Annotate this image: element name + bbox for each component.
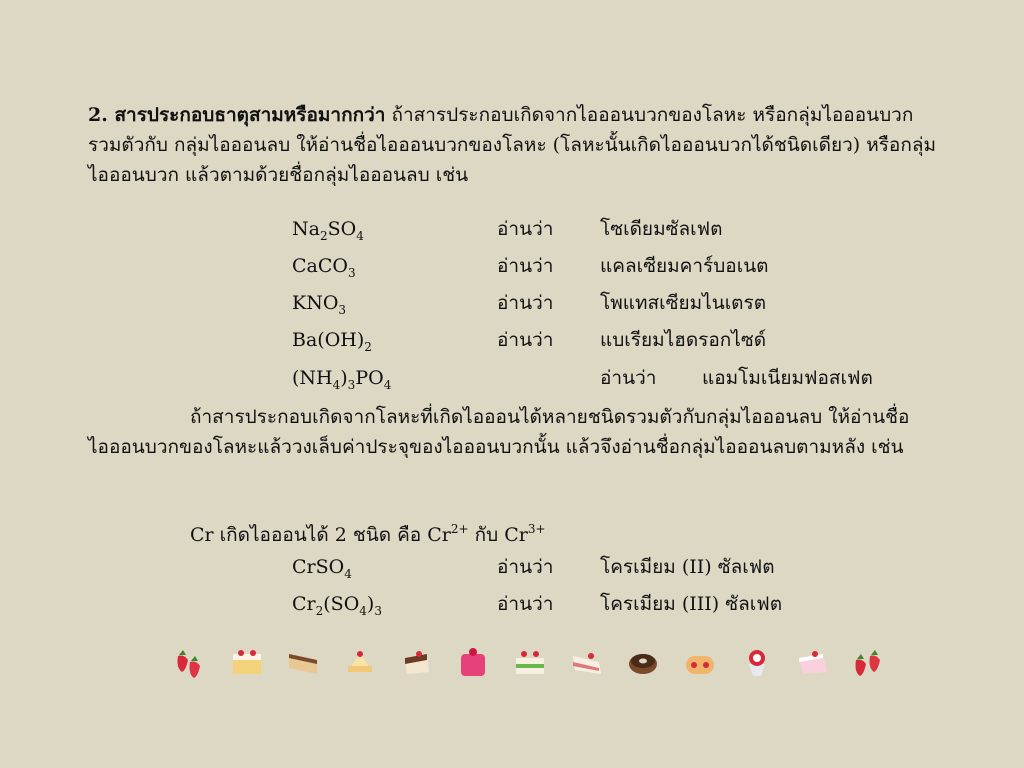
cr-charge-1: 2+	[450, 522, 469, 536]
reads-label: อ่านว่า	[497, 556, 554, 578]
formula: $Ba(OH)_2$	[292, 329, 372, 354]
cake-slice-icon	[397, 642, 437, 682]
formula: $Na_2SO_4$	[292, 218, 364, 243]
reads-label: อ่านว่า	[497, 255, 554, 277]
roll-cake-icon	[680, 642, 720, 682]
compound-name: โซเดียมซัลเฟต	[600, 218, 723, 240]
sundae-icon	[737, 642, 777, 682]
intro-text: ถ้าสารประกอบเกิดจากไอออนบวกของโลหะ หรือกลุ่มไอออนบวกรวมตัวกับ กลุ่มไอออนลบ ให้อ่านชื่อไอออนบวกของโลหะ (โลหะนั้นเกิดไอออนบวกได้ชนิดเดียว) หรือกลุ่มไอออนบวก แล้วตามด้วยชื่อกลุ่มไอออนลบ เช่น	[88, 104, 937, 186]
cake-slice-icon	[283, 642, 323, 682]
formula: CrSO$_4$	[292, 556, 352, 581]
compound-name: โพแทสเซียมไนเตรต	[600, 292, 767, 314]
cake-slice-icon	[340, 642, 380, 682]
strawberries-icon	[850, 642, 890, 682]
cake-slice-icon	[227, 642, 267, 682]
petit-four-icon	[453, 642, 493, 682]
cake-slice-icon	[567, 642, 607, 682]
reads-label: อ่านว่า	[497, 329, 554, 351]
section-heading: 2. สารประกอบธาตุสามหรือมากกว่า	[88, 104, 386, 126]
formula: $Cr_2(SO_4)_3$	[292, 593, 382, 618]
formula: $(NH_4)_3PO_4$	[292, 367, 392, 392]
reads-label: อ่านว่า	[497, 593, 554, 615]
cr-text-b: กับ Cr	[468, 524, 528, 546]
reads-label: อ่านว่า	[497, 292, 554, 314]
strawberries-icon	[170, 642, 210, 682]
intro-paragraph	[88, 100, 938, 190]
compound-name: แคลเซียมคาร์บอเนต	[600, 255, 769, 277]
dessert-decoration-row	[170, 642, 890, 682]
cr-text-a: Cr เกิดไอออนได้ 2 ชนิด คือ Cr	[190, 524, 451, 546]
cake-slice-icon	[510, 642, 550, 682]
rule-paragraph: ถ้าสารประกอบเกิดจากโลหะที่เกิดไอออนได้หลายชนิดรวมตัวกับกลุ่มไอออนลบ ให้อ่านชื่อไอออนบวกของโลหะแล้ววงเล็บค่าประจุของไอออนบวกนั้น แล้วจึงอ่านชื่อกลุ่มไอออนลบตามหลัง เช่น	[88, 406, 910, 458]
compound-name: แอมโมเนียมฟอสเฟต	[702, 367, 873, 389]
cake-slice-icon	[793, 642, 833, 682]
formula: CaCO$_3$	[292, 255, 356, 280]
formula: $KNO_3$	[292, 292, 347, 317]
compound-name: โครเมียม (III) ซัลเฟต	[600, 593, 783, 615]
reads-label: อ่านว่า	[497, 218, 554, 240]
compound-name: โครเมียม (II) ซัลเฟต	[600, 556, 775, 578]
cr-line	[190, 514, 546, 550]
donut-icon	[623, 642, 663, 682]
reads-label: อ่านว่า	[600, 367, 657, 389]
cr-charge-2: 3+	[527, 522, 546, 536]
compound-name: แบเรียมไฮดรอกไซด์	[600, 329, 767, 351]
